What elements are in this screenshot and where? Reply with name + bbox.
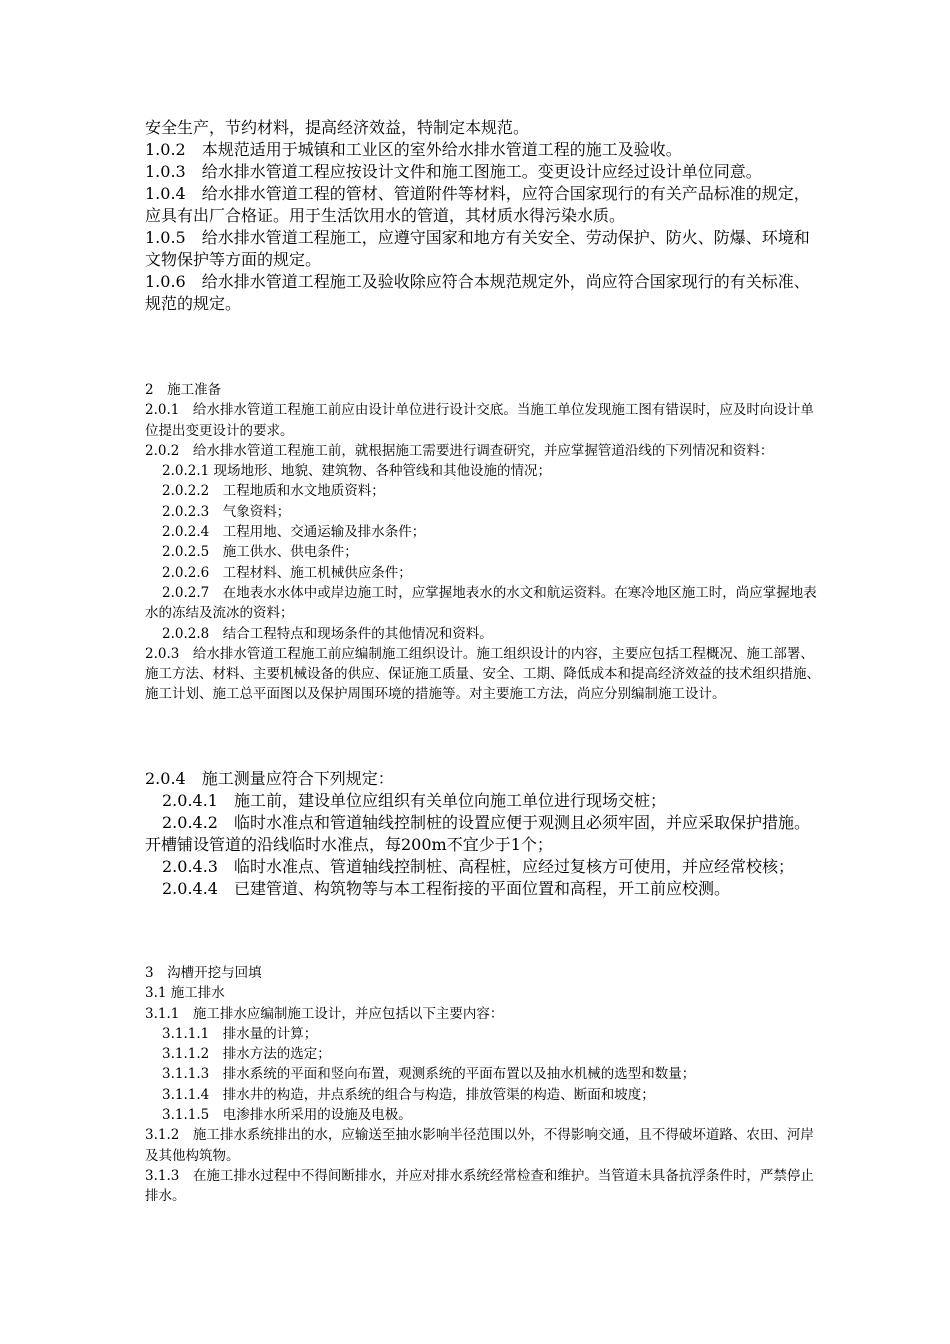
section-heading: 3 沟槽开挖与回填 — [145, 965, 262, 981]
clause: 2.0.1 给水排水管道工程施工前应由设计单位进行设计交底。当施工单位发现施工图有错误时，应及时向设计单位提出变更设计的要求。 — [145, 402, 814, 439]
sub-clause: 2.0.4.2 临时水准点和管道轴线控制桩的设置应便于观测且必须牢固，并应采取保护措施。开槽铺设管道的沿线临时水准点，每200m不宜少于1个； — [145, 813, 810, 854]
sub-clause: 3.1.1.4 排水井的构造，井点系统的组合与构造，排放管渠的构造、断面和坡度； — [162, 1086, 655, 1103]
sub-clause: 2.0.2.3 气象资料； — [162, 503, 291, 520]
sub-clause: 2.0.2.2 工程地质和水文地质资料； — [162, 483, 385, 500]
sub-clause: 3.1.1.3 排水系统的平面和竖向布置，观测系统的平面布置以及抽水机械的选型和数量； — [162, 1066, 696, 1083]
paragraph: 安全生产，节约材料，提高经济效益，特制定本规范。 — [145, 118, 530, 137]
sub-clause: 2.0.2.7 在地表水水体中或岸边施工时，应掌握地表水的水文和航运资料。在寒冷地区施工时，尚应掌握地表水的冻结及流冰的资料； — [145, 584, 817, 622]
chapter1-section — [145, 117, 825, 315]
sub-clause: 2.0.4.4 已建管道、构筑物等与本工程衔接的平面位置和高程，开工前应校测。 — [162, 879, 730, 898]
paragraph: 1.0.6 给水排水管道工程施工及验收除应符合本规范规定外，尚应符合国家现行的有关标准、规范的规定。 — [145, 272, 810, 313]
sub-clause: 2.0.4.1 施工前，建设单位应组织有关单位向施工单位进行现场交桩； — [162, 791, 666, 810]
clause: 3.1.1 施工排水应编制施工设计，并应包括以下主要内容： — [145, 1005, 504, 1022]
paragraph: 1.0.3 给水排水管道工程应按设计文件和施工图施工。变更设计应经过设计单位同意。 — [145, 162, 762, 181]
sub-clause: 3.1.1.5 电渗排水所采用的设施及电极。 — [162, 1107, 412, 1124]
chapter3-section — [145, 963, 825, 1207]
sub-clause: 2.0.2.8 结合工程特点和现场条件的其他情况和资料。 — [162, 625, 493, 642]
sub-clause: 3.1.1.1 排水量的计算； — [162, 1025, 318, 1042]
sub-clause: 2.0.2.5 施工供水、供电条件； — [162, 544, 358, 561]
clause: 2.0.4 施工测量应符合下列规定： — [145, 769, 394, 788]
clause: 3.1.2 施工排水系统排出的水，应输送至抽水影响半径范围以外，不得影响交通，且不得破坏道路、农田、河岸及其他构筑物。 — [145, 1127, 814, 1164]
sub-clause: 3.1.1.2 排水方法的选定； — [162, 1046, 331, 1063]
chapter2-section — [145, 380, 825, 705]
section-heading: 2 施工准备 — [145, 382, 222, 398]
clause: 2.0.3 给水排水管道工程施工前应编制施工组织设计。施工组织设计的内容，主要应包括工程概况、施工部署、施工方法、材料、主要机械设备的供应、保证施工质量、安全、工期、降低成本和提高经济效益的技术组织措施、施工计划、施工总平面图以及保护周围环境的措施等。对主要施工方法，尚应分别编制施工设计。 — [145, 645, 820, 703]
sub-clause: 2.0.2.6 工程材料、施工机械供应条件； — [162, 564, 412, 581]
sub-clause: 2.0.2.4 工程用地、交通运输及排水条件； — [162, 524, 426, 541]
sub-clause: 2.0.4.3 临时水准点、管道轴线控制桩、高程桩，应经过复核方可使用，并应经常校核； — [162, 857, 794, 876]
clause: 2.0.2 给水排水管道工程施工前，就根据施工需要进行调查研究，并应掌握管道沿线的下列情况和资料： — [145, 442, 774, 459]
paragraph: 1.0.4 给水排水管道工程的管材、管道附件等材料，应符合国家现行的有关产品标准的规定，应具有出厂合格证。用于生活饮用水的管道，其材质水得污染水质。 — [145, 184, 810, 225]
sub-clause: 2.0.2.1 现场地形、地貌、建筑物、各种管线和其他设施的情况； — [162, 463, 552, 480]
clause: 3.1.3 在施工排水过程中不得间断排水，并应对排水系统经常检查和维护。当管道未具备抗浮条件时，严禁停止排水。 — [145, 1167, 814, 1205]
subsection-heading: 3.1 施工排水 — [145, 985, 225, 1002]
survey-section — [145, 768, 825, 900]
paragraph: 1.0.5 给水排水管道工程施工，应遵守国家和地方有关安全、劳动保护、防火、防爆、环境和文物保护等方面的规定。 — [145, 228, 810, 269]
paragraph: 1.0.2 本规范适用于城镇和工业区的室外给水排水管道工程的施工及验收。 — [145, 140, 682, 159]
